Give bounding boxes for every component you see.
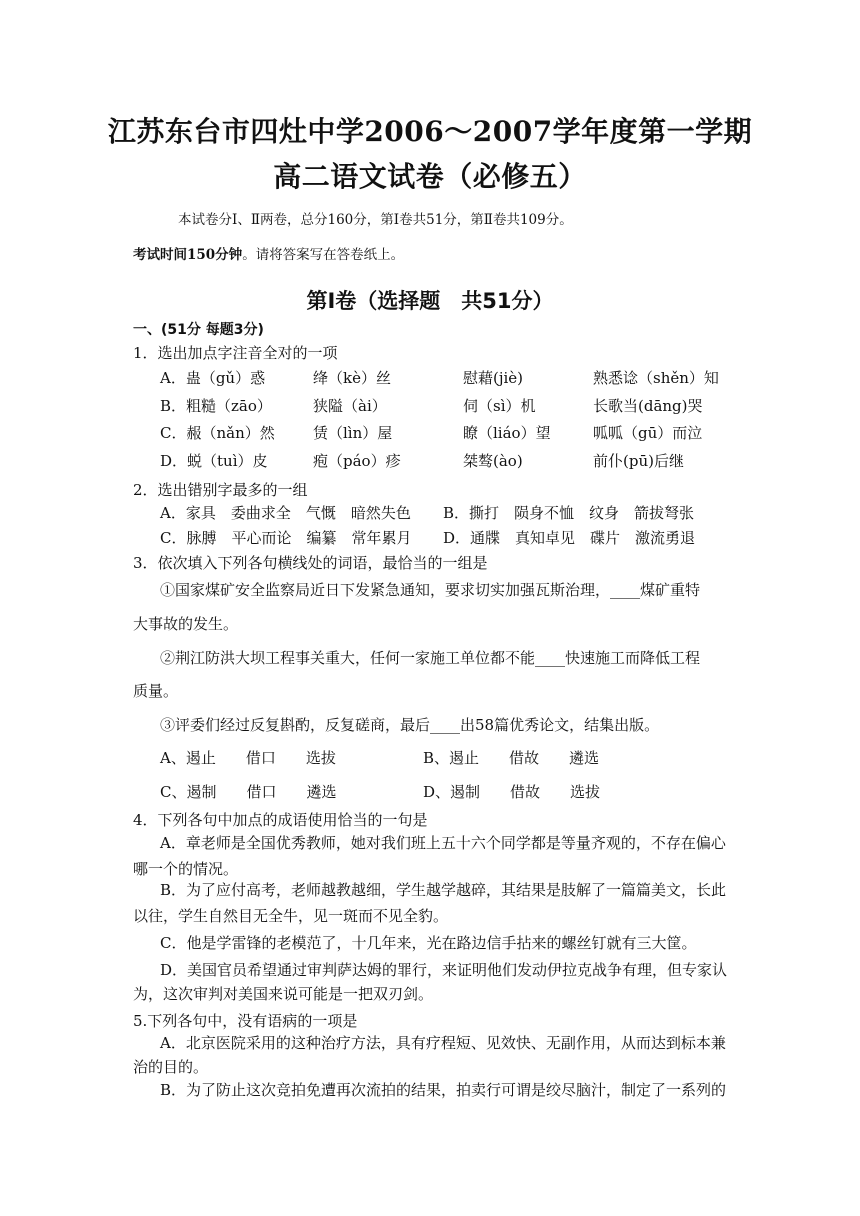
- intro-line2: [133, 245, 404, 265]
- q1-d-col1: D．蜕（tuì）皮: [160, 452, 268, 470]
- q5-option-a-line1: A．北京医院采用的这种治疗方法，具有疗程短、见效快、无副作用，从而达到标本兼: [160, 1034, 726, 1052]
- q4-option-a-line2: 哪一个的情况。: [133, 860, 239, 878]
- q2-option-a: A．家具 委曲求全 气慨 暗然失色: [160, 504, 411, 522]
- q1-a-col3: 慰藉(jiè): [463, 369, 524, 387]
- q3-sentence2-a: ②荆江防洪大坝工程事关重大，任何一家施工单位都不能____快速施工而降低工程: [160, 649, 701, 667]
- q1-c-col2: 赁（lìn）屋: [313, 424, 393, 442]
- q5-stem: 5.下列各句中，没有语病的一项是: [133, 1012, 358, 1030]
- q3-option-d: D、遏制 借故 选拔: [423, 783, 601, 801]
- section1-title: 第Ⅰ卷（选择题 共51分）: [306, 289, 554, 313]
- q1-c-col3: 瞭（liáo）望: [463, 424, 551, 442]
- q1-stem: 1．选出加点字注音全对的一项: [133, 344, 338, 362]
- q1-b-col2: 狭隘（ài）: [313, 397, 387, 415]
- answer-instruction: 。请将答案写在答卷纸上。: [242, 247, 405, 263]
- q1-c-col1: C．赧（nǎn）然: [160, 424, 275, 442]
- q5-option-b-line1: B．为了防止这次竞拍免遭再次流拍的结果，拍卖行可谓是绞尽脑汁，制定了一系列的: [160, 1081, 727, 1099]
- q3-sentence1-a: ①国家煤矿安全监察局近日下发紧急通知，要求切实加强瓦斯治理，____煤矿重特: [160, 581, 701, 599]
- part-heading: 一、(51分 每题3分): [133, 322, 264, 338]
- exam-title-line1: 江苏东台市四灶中学2006～2007学年度第一学期: [107, 115, 753, 148]
- q3-option-c: C、遏制 借口 遴选: [160, 783, 337, 801]
- q1-a-col2: 绛（kè）丝: [313, 369, 391, 387]
- q1-b-col1: B．粗糙（zāo）: [160, 397, 272, 415]
- intro-line1: 本试卷分Ⅰ、Ⅱ两卷，总分160分，第Ⅰ卷共51分，第Ⅱ卷共109分。: [178, 212, 573, 228]
- exam-time-text: 考试时间150分钟: [133, 247, 243, 263]
- q1-a-col4: 熟悉谂（shěn）知: [593, 369, 719, 387]
- q1-d-col2: 疱（páo）疹: [313, 452, 401, 470]
- q2-stem: 2．选出错别字最多的一组: [133, 481, 308, 499]
- q4-option-b-line2: 以往，学生自然目无全牛，见一斑而不见全豹。: [133, 907, 449, 925]
- q1-c-col4: 呱呱（gū）而泣: [593, 424, 703, 442]
- q3-sentence3: ③评委们经过反复斟酌，反复磋商，最后____出58篇优秀论文，结集出版。: [160, 716, 660, 734]
- q2-option-c: C．脉膊 平心而论 编纂 常年累月: [160, 529, 412, 547]
- q1-a-col1: A．蛊（gǔ）惑: [160, 369, 266, 387]
- q2-option-d: D．通牒 真知卓见 碟片 激流勇退: [443, 529, 696, 547]
- q1-d-col4: 前仆(pū)后继: [593, 452, 684, 470]
- q1-d-col3: 桀骜(ào): [463, 452, 523, 470]
- q4-option-c: C．他是学雷锋的老模范了，十几年来，光在路边信手拈来的螺丝钉就有三大筐。: [160, 934, 697, 952]
- q4-option-a-line1: A．章老师是全国优秀教师，她对我们班上五十六个同学都是等量齐观的，不存在偏心: [160, 834, 726, 852]
- q4-stem: 4．下列各句中加点的成语使用恰当的一句是: [133, 811, 428, 829]
- q4-option-d-line1: D．美国官员希望通过审判萨达姆的罪行，来证明他们发动伊拉克战争有理，但专家认: [160, 961, 728, 979]
- q2-option-b: B．撕打 陨身不恤 纹身 箭拔弩张: [443, 504, 695, 522]
- q4-option-b-line1: B．为了应付高考，老师越教越细，学生越学越碎，其结果是肢解了一篇篇美文，长此: [160, 881, 727, 899]
- q5-option-a-line2: 治的目的。: [133, 1058, 209, 1076]
- q4-option-d-line2: 为，这次审判对美国来说可能是一把双刃剑。: [133, 985, 434, 1003]
- q3-option-b: B、遏止 借故 遴选: [423, 749, 600, 767]
- q1-b-col3: 伺（sì）机: [463, 397, 536, 415]
- q3-sentence1-b: 大事故的发生。: [133, 615, 239, 633]
- q1-b-col4: 长歌当(dāng)哭: [593, 397, 703, 415]
- exam-title-line2: 高二语文试卷（必修五）: [273, 160, 587, 193]
- q3-sentence2-b: 质量。: [133, 682, 179, 700]
- q3-stem: 3．依次填入下列各句横线处的词语，最恰当的一组是: [133, 554, 488, 572]
- q3-option-a: A、遏止 借口 选拔: [160, 749, 336, 767]
